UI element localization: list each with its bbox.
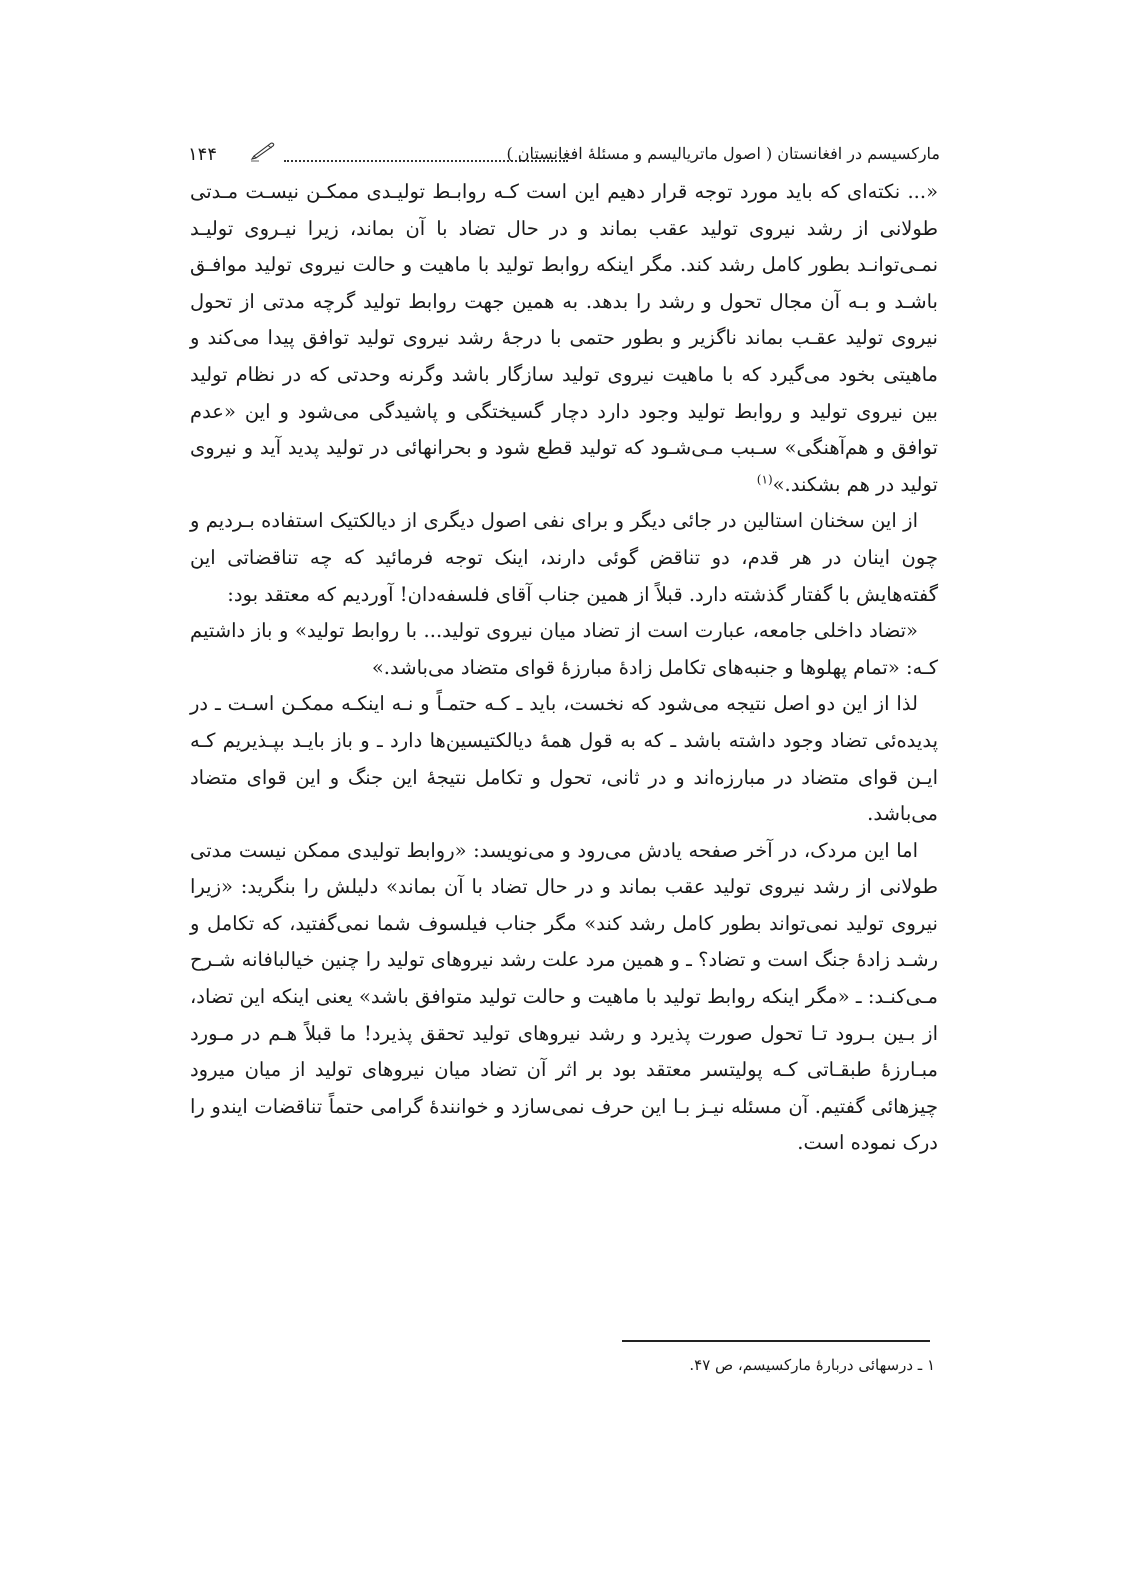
footnote-divider [622,1340,930,1342]
paragraph-text: «... نکته‌ای که باید مورد توجه قرار دهیم این است کـه روابـط تولیـدی ممکـن نیسـت مـدتی طولانی از رشد نیروی تولید عقب بماند و در حال تضاد با آن بماند، زیرا نیـروی تولیـد نمـی‌توانـد بطور کامل رشد کند. مگر اینکه روابط تولید با ماهیت و حالت نیروی تولید موافـق باشـد و بـه آن مجال تحول و رشد را بدهد. به همین جهت روابط تولید گرچه مدتی از تحول نیروی تولید عقـب بماند ناگزیر و بطور حتمی با درجهٔ رشد نیروی تولید توافق پیدا می‌کند و ماهیتی بخود می‌گیرد که با ماهیت نیروی تولید سازگار باشد وگرنه وحدتی که در نظام تولید بین نیروی تولید و روابط تولید وجود دارد دچار گسیختگی و پاشیدگی می‌شود و این «عدم توافق و هم‌آهنگی» سـبب مـی‌شـود که تولید قطع شود و بحرانهائی در تولید پدید آید و نیروی تولید در هم بشکند.» [190,180,938,496]
footnote-reference: (۱) [756,472,773,487]
running-header-title: مارکسیسم در افغانستان ( اصول ماتریالیسم و مسئلهٔ افغانستان ) [506,144,940,163]
footnote: ۱ ـ درسهائی دربارهٔ مارکسیسم، ص ۴۷. [689,1356,935,1374]
paragraph-5: اما این مردک، در آخر صفحه یادش می‌رود و می‌نویسد: «روابط تولیدی ممکن نیست مدتی طولانی از رشد نیروی تولید عقب بماند و در حال تضاد با آن بماند» دلیلش را بنگرید: «زیرا نیروی تولید نمی‌تواند بطور کامل رشد کند» مگر جناب فیلسوف شما نمی‌گفتید، که تکامل و رشـد زادهٔ جنگ است و تضاد؟ ـ و همین مرد علت رشد نیروهای تولید را چنین خیالبافانه شـرح مـی‌کنـد: ـ «مگر اینکه روابط تولید با ماهیت و حالت تولید متوافق باشد» یعنی اینکه این تضاد، از بـین بـرود تـا تحول صورت پذیرد و رشد نیروهای تولید تحقق پذیرد! ما قبلاً هـم در مـورد مبـارزهٔ طبقـاتی کـه پولیتسر معتقد بود بر اثر آن تضاد میان نیروهای تولید از میان میرود چیزهائی گفتیم. آن مسئله نیـز بـا این حرف نمی‌سازد و خوانندهٔ گرامی حتماً تناقضات ایندو را درک نموده است. [190,838,938,1155]
paragraph-4: لذا از این دو اصل نتیجه می‌شود که نخست، باید ـ کـه حتمـاً و نـه اینکـه ممکـن اسـت ـ در پدیده‌ئی تضاد وجود داشته باشد ـ که به قول همهٔ دیالکتیسین‌ها دارد ـ و باز بایـد بپـذیریم کـه ایـن قوای متضاد در مبارزه‌اند و در ثانی، تحول و تکامل نتیجهٔ این جنگ و این قوای متضاد می‌باشد. [190,692,938,826]
page-number: ۱۴۴ [188,144,218,165]
page-header [180,140,940,176]
paragraph-2: از این سخنان استالین در جائی دیگر و برای نفی اصول دیگری از دیالکتیک استفاده بـردیم و چون اینان در هر قدم، دو تناقض گوئی دارند، اینک توجه فرمائید که چه تناقضاتی این گفته‌هایش با گفتار گذشته دارد. قبلاً از همین جناب آقای فلسفه‌دان! آوردیم که معتقد بود: [190,509,938,606]
pen-icon [250,142,276,162]
main-text [190,174,938,1162]
paragraph-3: «تضاد داخلی جامعه، عبارت است از تضاد میان نیروی تولید... با روابط تولید» و باز داشتیم کـه: «تمام پهلوها و جنبه‌های تکامل زادهٔ مبارزهٔ قوای متضاد می‌باشد.» [190,619,938,679]
paragraph-quote-1 [190,174,938,503]
